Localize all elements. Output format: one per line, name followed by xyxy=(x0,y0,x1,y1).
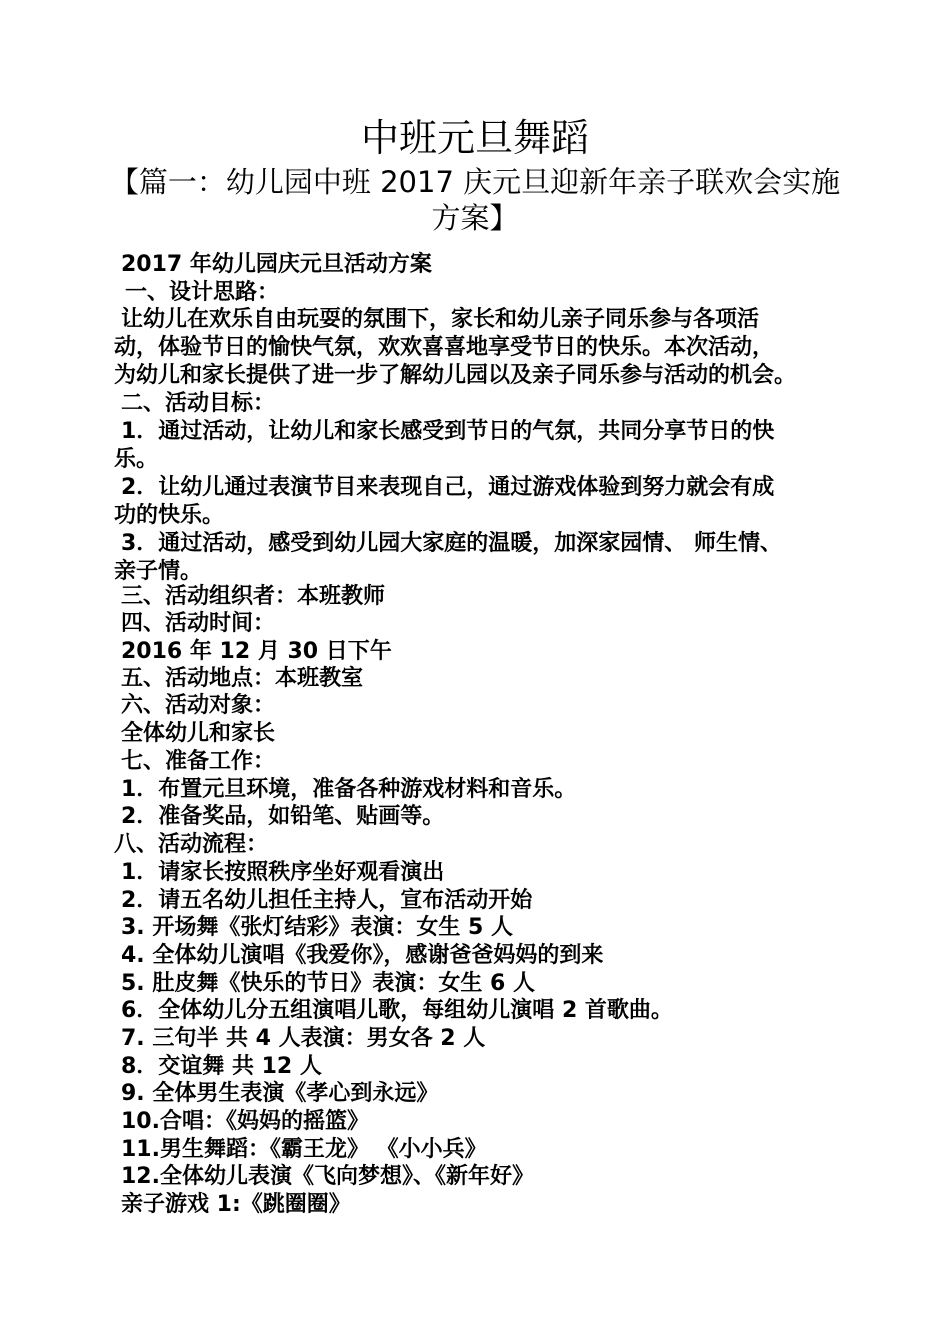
section-heading: 四、活动时间： xyxy=(121,611,276,636)
section-heading: 七、准备工作： xyxy=(121,749,276,774)
list-item: 3. 开场舞《张灯结彩》表演：女生 5 人 xyxy=(121,915,513,940)
list-item: 8．交谊舞 共 12 人 xyxy=(121,1054,322,1079)
list-item-continuation: 亲子情。 xyxy=(114,559,203,584)
list-item: 10.合唱：《妈妈的摇篮》 xyxy=(121,1109,369,1134)
paragraph-line: 为幼儿和家长提供了进一步了解幼儿园以及亲子同乐参与活动的机会。 xyxy=(114,363,797,388)
list-item: 1．通过活动，让幼儿和家长感受到节日的气氛，共同分享节日的快 xyxy=(121,419,775,444)
list-item: 2．让幼儿通过表演节目来表现自己，通过游戏体验到努力就会有成 xyxy=(121,475,775,500)
section-heading: 六、活动对象： xyxy=(121,693,276,718)
section-heading: 三、活动组织者：本班教师 xyxy=(121,584,386,609)
list-item: 7. 三句半 共 4 人表演：男女各 2 人 xyxy=(121,1026,486,1051)
list-item: 1．请家长按照秩序坐好观看演出 xyxy=(121,860,445,885)
list-item: 6．全体幼儿分五组演唱儿歌，每组幼儿演唱 2 首歌曲。 xyxy=(121,998,673,1023)
paragraph-line: 动，体验节日的愉快气氛，欢欢喜喜地享受节日的快乐。本次活动， xyxy=(114,335,775,360)
paragraph-line: 让幼儿在欢乐自由玩耍的氛围下，家长和幼儿亲子同乐参与各项活 xyxy=(121,307,760,332)
heading-plan-title: 2017 年幼儿园庆元旦活动方案 xyxy=(121,252,432,277)
date-line: 2016 年 12 月 30 日下午 xyxy=(121,639,392,664)
section-heading: 一、设计思路： xyxy=(125,280,280,305)
document-title: 中班元旦舞蹈 xyxy=(360,116,589,160)
list-item: 4. 全体幼儿演唱《我爱你》，感谢爸爸妈妈的到来 xyxy=(121,943,604,968)
list-item-continuation: 功的快乐。 xyxy=(114,503,225,528)
document-subtitle: 【篇一：幼儿园中班 2017 庆元旦迎新年亲子联欢会实施方案】 xyxy=(109,165,841,235)
list-item: 1．布置元旦环境，准备各种游戏材料和音乐。 xyxy=(121,777,577,802)
paragraph-line: 全体幼儿和家长 xyxy=(121,721,276,746)
section-heading: 八、活动流程： xyxy=(114,832,269,857)
list-item-continuation: 乐。 xyxy=(114,447,159,472)
list-item: 2．请五名幼儿担任主持人，宣布活动开始 xyxy=(121,888,533,913)
list-item: 亲子游戏 1:《跳圈圈》 xyxy=(121,1192,351,1217)
section-heading: 五、活动地点：本班教室 xyxy=(121,666,364,691)
section-heading: 二、活动目标： xyxy=(121,391,276,416)
list-item: 2．准备奖品，如铅笔、贴画等。 xyxy=(121,804,445,829)
list-item: 11.男生舞蹈：《霸王龙》 《小小兵》 xyxy=(121,1137,487,1162)
list-item: 9. 全体男生表演《孝心到永远》 xyxy=(121,1081,439,1106)
list-item: 3．通过活动，感受到幼儿园大家庭的温暖，加深家园情、 师生情、 xyxy=(121,531,782,556)
list-item: 12.全体幼儿表演《飞向梦想》、《新年好》 xyxy=(121,1164,534,1189)
list-item: 5. 肚皮舞《快乐的节日》表演：女生 6 人 xyxy=(121,971,535,996)
